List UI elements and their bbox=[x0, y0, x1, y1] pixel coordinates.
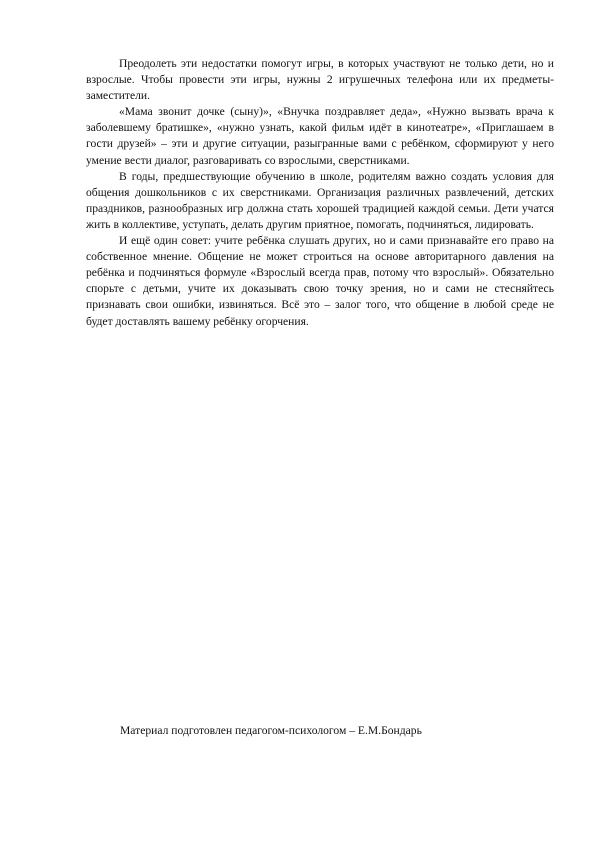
document-body bbox=[86, 56, 554, 330]
paragraph-games: Преодолеть эти недостатки помогут игры, в которых участвуют не только дети, но и взрослые. Чтобы провести эти игры, нужны 2 игрушечных телефона или их предметы-заместители. bbox=[86, 57, 554, 103]
paragraph-preschool: В годы, предшествующие обучению в школе, родителям важно создать условия для общения дошкольников с их сверстниками. Организация различных развлечений, детских праздников, разнообразных игр должна стать хорошей традицией каждой семьи. Дети учатся жить в коллективе, уступать, делать другим приятное, помогать, подчиняться, лидировать. bbox=[86, 169, 554, 231]
author-credit: Материал подготовлен педагогом-психологом – Е.М.Бондарь bbox=[120, 724, 422, 737]
paragraph-situations: «Мама звонит дочке (сыну)», «Внучка поздравляет деда», «Нужно вызвать врача к заболевшему братишке», «нужно узнать, какой фильм идёт в кинотеатре», «Приглашаем в гости друзей» – эти и другие ситуации, разыгранные вами с ребёнком, сформируют у него умение вести диалог, разговаривать со взрослыми, сверстниками. bbox=[86, 105, 554, 167]
paragraph-advice: И ещё один совет: учите ребёнка слушать других, но и сами признавайте его право на собственное мнение. Общение не может строиться на основе авторитарного давления на ребёнка и подчиняться формуле «Взрослый всегда прав, потому что взрослый». Обязательно спорьте с детьми, учите их доказывать свою точку зрения, но и сами не стесняйтесь признавать свои ошибки, извиняться. Всё это – залог того, что общение в любой среде не будет доставлять вашему ребёнку огорчения. bbox=[86, 234, 554, 328]
